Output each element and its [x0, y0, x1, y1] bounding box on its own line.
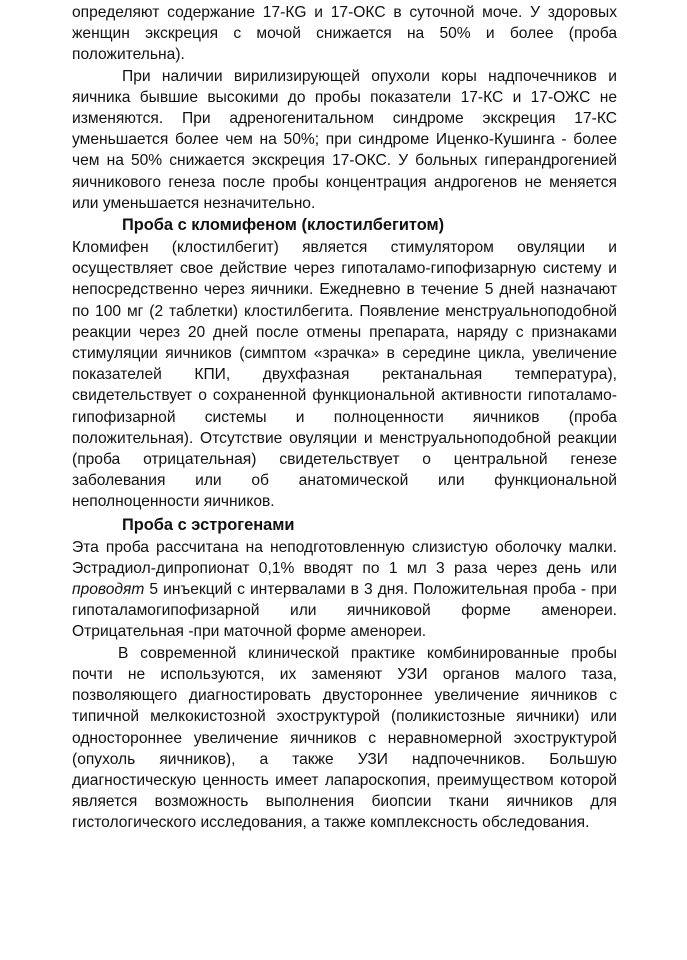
estrogen-text-emphasis: проводят	[72, 581, 145, 599]
estrogen-paragraph	[72, 537, 617, 643]
intro-paragraph-virilizing: При наличии вирилизирующей опухоли коры надпочечников и яичника бывшие высокими до пробы показатели 17-КС и 17-ОЖС не изменяются. При адреногенитальном синдроме экскреция 17-КС уменьшается более чем на 50%; при синдроме Иценко-Кушинга - более чем на 50% снижается экскреция 17-ОКС. У больных гиперандрогенией яичникового генеза после пробы концентрация андрогенов не меняется или уменьшается незначительно.	[72, 67, 617, 212]
estrogen-heading: Проба с эстрогенами	[122, 515, 295, 534]
intro-paragraph-continued: определяют содержание 17-КG и 17-ОКС в суточной моче. У здоровых женщин экскреция с мочой снижается на 50% и более (проба положительна).	[72, 4, 617, 64]
estrogen-text-a: Эта проба рассчитана на неподготовленную слизистую оболочку малки. Эстрадиол-дипропионат 0,1% вводят по 1 мл 3 раза через день или	[72, 538, 617, 577]
final-paragraph: В современной клинической практике комбинированные пробы почти не используются, их заменяют УЗИ органов малого таза, позволяющего диагностировать двустороннее увеличение яичников с типичной мелкокистозной эхоструктурой (поликистозные яичники) или одностороннее увеличение яичников с неравномерной эхоструктурой (опухоль яичников), а также УЗИ надпочечников. Большую диагностическую ценность имеет лапароскопия, преимуществом которой является возможность выполнения биопсии ткани яичников для гистологического исследования, а также комплексность обследования.	[72, 644, 617, 832]
clomiphene-heading: Проба с кломифеном (клостилбегитом)	[122, 216, 445, 235]
estrogen-text-b: 5 инъекций с интервалами в 3 дня. Положительная проба - при гипоталамогипофизарной или яичниковой форме аменореи. Отрицательная -при маточной форме аменореи.	[72, 581, 617, 641]
clomiphene-paragraph: Кломифен (клостилбегит) является стимулятором овуляции и осуществляет свое действие через гипоталамо-гипофизарную систему и непосредственно через яичники. Ежедневно в течение 5 дней назначают по 100 мг (2 таблетки) клостилбегита. Появление менструальноподобной реакции через 20 дней после отмены препарата, наряду с признаками стимуляции яичников (симптом «зрачка» в середине цикла, увеличение показателей КПИ, двухфазная ректанальная температура), свидетельствует о сохраненной функциональной активности гипоталамо-гипофизарной системы и полноценности яичников (проба положительная). Отсутствие овуляции и менструальноподобной реакции (проба отрицательная) свидетельствует о центральной генезе заболевания или об анатомической или функциональной неполноценности яичников.	[72, 239, 617, 511]
